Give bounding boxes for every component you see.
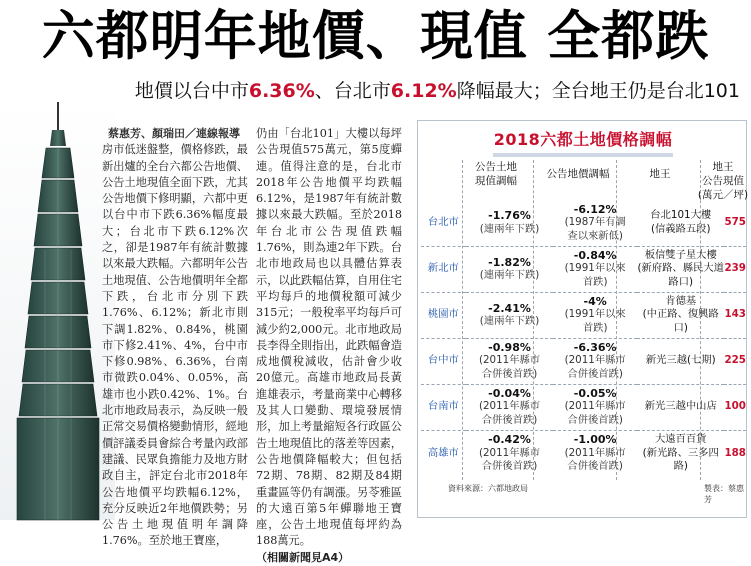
- value-change: -0.04%: [488, 386, 531, 400]
- value-change-cell: [466, 246, 554, 292]
- land-price-change-note: (1987年有調 查以來新低): [564, 216, 626, 242]
- value-change-note: (連兩年下跌): [479, 315, 540, 327]
- subhead-text-3: 降幅最大；全台地王仍是台北101: [456, 80, 740, 102]
- land-price-change-cell: [553, 292, 637, 338]
- land-price-change-note: (1991年以來 首跌): [564, 308, 626, 334]
- value-change: -0.98%: [488, 340, 531, 354]
- header-value-change: 公告土地 現值調幅: [475, 161, 517, 187]
- landmark-price: 225: [724, 338, 746, 384]
- city-name: 台南市: [421, 384, 466, 430]
- landmark-name: 大遠百百貨 (新光路、三多四路): [642, 433, 719, 472]
- value-change-cell: [466, 430, 554, 476]
- header-land-price-change: 公告地價調幅: [546, 168, 610, 180]
- landmark-name: 新光三越中山店: [637, 384, 724, 430]
- landmark-price: 100: [724, 384, 746, 430]
- header-landmark-price: 地王 公告現值 (萬元／坪): [697, 161, 749, 201]
- taipei-101-photo: [0, 100, 115, 520]
- value-change-note: (2011年縣市 合併後首跌): [478, 446, 541, 472]
- land-price-change-cell: [553, 200, 637, 246]
- price-change-table: [421, 200, 746, 476]
- value-change-note: (連兩年下跌): [479, 222, 540, 235]
- land-price-change-cell: [553, 430, 637, 476]
- landmark-price: 188: [724, 446, 746, 459]
- land-price-change-cell: [553, 384, 637, 430]
- value-change: -1.76%: [488, 209, 531, 223]
- value-change-cell: [466, 384, 554, 430]
- table-row: [421, 430, 746, 476]
- table-credit: 製表：蔡惠芳: [704, 484, 744, 504]
- byline: 蔡惠芳、顏瑞田／連線報導: [108, 127, 240, 140]
- landmark-price: 575: [724, 200, 746, 246]
- table-row: [421, 200, 746, 246]
- land-price-change-note: (2011年縣市 合併後首跌): [564, 446, 626, 472]
- city-name: 台中市: [421, 338, 466, 384]
- landmark-price: 143: [724, 292, 746, 338]
- subhead-text-2: 、台北市: [314, 80, 391, 102]
- land-price-change: -0.84%: [573, 248, 617, 262]
- table-row: [421, 292, 746, 338]
- land-price-change-cell: [553, 338, 637, 384]
- table-row: [421, 246, 746, 292]
- headline: 六都明年地價、現值 全都跌: [41, 6, 710, 67]
- value-change: -1.82%: [488, 255, 531, 269]
- land-price-change-note: (2011年縣市 合併後首跌): [564, 354, 626, 380]
- landmark-name: 新光三越(七期): [637, 338, 724, 384]
- article-column-1: [102, 126, 248, 550]
- table-row: [421, 338, 746, 384]
- land-price-change-cell: [553, 246, 637, 292]
- value-change-note: (2011年縣市 合併後首跌): [478, 354, 541, 380]
- article-body: [102, 126, 402, 564]
- land-price-change-note: (1991年以來 首跌): [564, 262, 626, 288]
- value-change: -2.41%: [488, 301, 531, 315]
- value-change-cell: [466, 292, 554, 338]
- value-change: -0.42%: [488, 433, 531, 446]
- land-price-change: -6.12%: [573, 202, 617, 216]
- landmark-price: 239: [724, 246, 746, 292]
- related-news-link: （相關新聞見A4）: [256, 550, 350, 564]
- article-column-2: [256, 126, 402, 566]
- subhead-pct-taipei: 6.12%: [390, 80, 457, 102]
- city-name: 新北市: [421, 246, 466, 292]
- table-title: 2018六都土地價格調幅: [418, 127, 748, 157]
- landmark-name: 肯德基 (中正路、復興路口): [637, 292, 724, 338]
- value-change-note: (連兩年下跌): [479, 269, 540, 281]
- subhead-pct-taichung: 6.36%: [248, 80, 315, 102]
- city-name: 台北市: [421, 200, 466, 246]
- subhead-text-1: 地價以台中市: [134, 80, 249, 102]
- value-change-cell: [466, 338, 554, 384]
- land-price-change: -1.00%: [573, 433, 617, 446]
- article-text-1: 房市低迷盤整，價格修跌，最新出爐的全台六都公告地價、公告土地現值全面下跌，尤其公告地價下修明顯，六都中更以台中市下跌6.36%幅度最大；台北市下跌6.12%次之，卻是1987年有統計數據以來最大跌幅。六都明年公告土地現值、公告地價明年全都下跌，台北市分別下跌1.76%、6.12%；新北市則下調1.82%、0.84%，桃園市下修2.41%、4%，台中市下修0.98%、6.36%，台南市微跌0.04%、0.05%，高雄市也小跌0.42%、1%。台北市地政局表示，為反映一般正常交易價格變動情形，經地價評議委員會綜合考量內政部建議、民眾負擔能力及地方財政自主，評定台北市2018年公告地價平均跌幅6.12%，充分反映近2年地價跌勢；另公告土地現值明年調降1.76%。至於地王寶座，: [102, 143, 248, 548]
- header-landmark: 地王: [649, 168, 671, 180]
- landmark-name: 台北101大樓 (信義路五段): [637, 200, 724, 246]
- land-price-change-note: (2011年縣市 合併後首跌): [564, 400, 626, 426]
- source-note: 資料來源：六都地政局: [448, 484, 528, 493]
- table-row: [421, 384, 746, 430]
- city-name: 高雄市: [427, 446, 459, 459]
- city-name: 桃園市: [421, 292, 466, 338]
- landmark-name: 板信雙子星大樓 (新府路、縣民大道 路口): [637, 246, 724, 292]
- value-change-cell: [466, 200, 554, 246]
- value-change-note: (2011年縣市 合併後首跌): [478, 400, 541, 426]
- article-text-2: 仍由「台北101」大樓以每坪公告現值575萬元，第5度蟬連。值得注意的是，台北市2018年公告地價平均跌幅6.12%，是1987年有統計數據以來最大跌幅。至於2018年台北市公告現值跌幅1.76%，則為連2年下跌。台北市地政局也以具體估算表示，以此跌幅估算，自用住宅平均每戶的地價稅額可減少315元；一般稅率平均每戶可減少約2,000元。北市地政局長李得全則指出，此跌幅會造成地價稅減收，估計會少收20億元。高雄市地政局長黃進雄表示，考量商業中心轉移及其人口變動、環境發展情形，加上考量縮短各行政區公告土地現值比的落差等因素，公告地價降幅較大；但包括72期、78期、82期及84期重畫區等仍有調漲。另苓雅區的大遠百第5年蟬聯地王寶座，公告土地現值每坪約為188萬元。: [256, 127, 402, 548]
- land-price-change: -6.36%: [573, 340, 617, 354]
- subheadline: [100, 76, 740, 106]
- land-price-change: -0.05%: [573, 386, 617, 400]
- land-price-change: -4%: [583, 294, 607, 308]
